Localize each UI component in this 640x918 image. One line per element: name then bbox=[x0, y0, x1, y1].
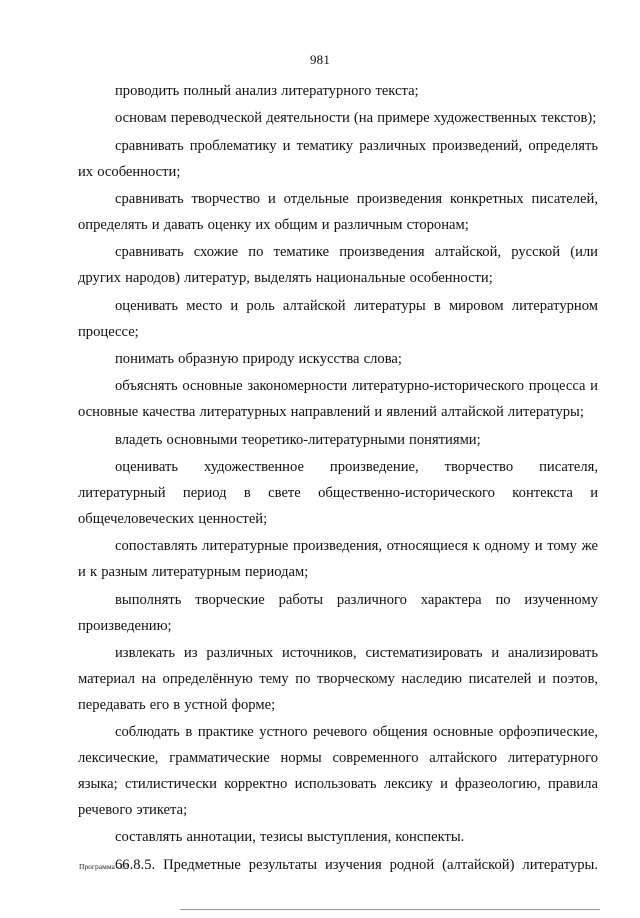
list-item: объяснять основные закономерности литературно-исторического процесса и основные качества литературных направлений и явлений алтайской литературы; bbox=[78, 378, 598, 421]
list-item: сравнивать схожие по тематике произведения алтайской, русской (или других народов) литератур, выделять национальные особенности; bbox=[78, 244, 598, 287]
list-item: извлекать из различных источников, систематизировать и анализировать материал на определённую тему по творческому наследию писателей и поэтов, передавать его в устной форме; bbox=[78, 645, 598, 713]
section-heading: 66.8.5. Предметные результаты изучения родной (алтайской) литературы. bbox=[115, 856, 598, 873]
footer-label: Программа - 03 bbox=[79, 862, 129, 871]
page-body bbox=[78, 79, 598, 880]
list-item: оценивать место и роль алтайской литературы в мировом литературном процессе; bbox=[78, 297, 598, 340]
list-item: оценивать художественное произведение, творчество писателя, литературный период в свете общественно-исторического контекста и общечеловеческих ценностей; bbox=[78, 459, 598, 527]
list-item: владеть основными теоретико-литературными понятиями; bbox=[115, 431, 481, 448]
list-item: сравнивать творчество и отдельные произведения конкретных писателей, определять и давать оценку их общим и различным сторонам; bbox=[78, 191, 598, 234]
page-edge-divider bbox=[180, 909, 600, 910]
list-item: выполнять творческие работы различного характера по изученному произведению; bbox=[78, 591, 598, 634]
list-item: составлять аннотации, тезисы выступления, конспекты. bbox=[115, 829, 465, 846]
list-item: основам переводческой деятельности (на примере художественных текстов); bbox=[115, 110, 597, 127]
list-item: сопоставлять литературные произведения, относящиеся к одному и тому же и к разным литературным периодам; bbox=[78, 538, 598, 581]
list-item: понимать образную природу искусства слова; bbox=[115, 351, 402, 368]
list-item: проводить полный анализ литературного текста; bbox=[115, 83, 419, 99]
list-item: соблюдать в практике устного речевого общения основные орфоэпические, лексические, грамматические нормы современного алтайского литературного языка; стилистически корректно использовать лексику и фразеологию, правила речевого этикета; bbox=[78, 724, 598, 818]
list-item: сравнивать проблематику и тематику различных произведений, определять их особенности; bbox=[78, 137, 598, 180]
page-number: 981 bbox=[309, 52, 331, 67]
